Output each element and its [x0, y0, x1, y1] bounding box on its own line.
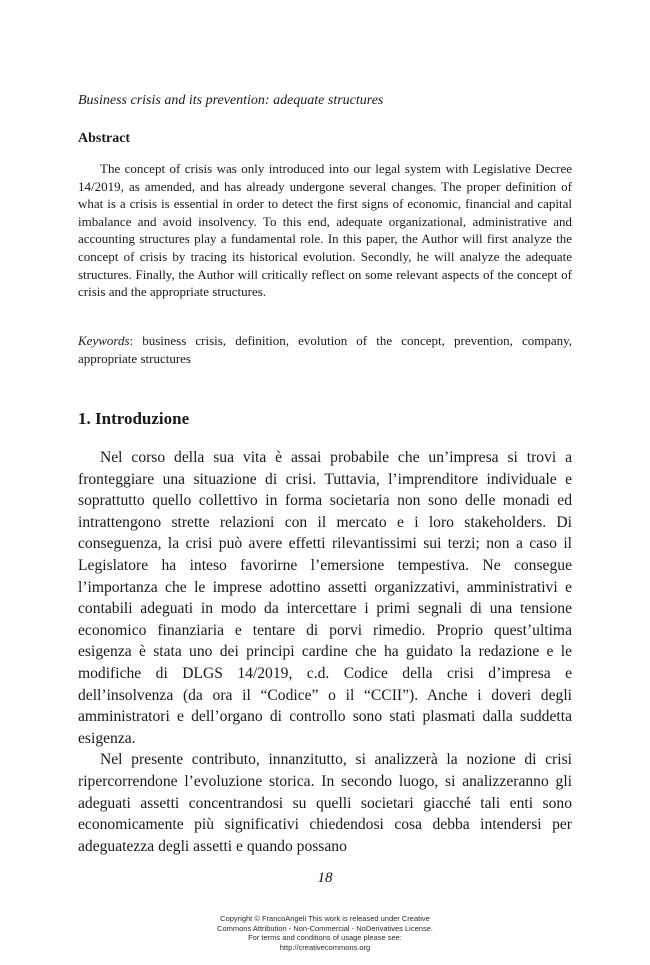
footer-line: Commons Attribution - Non-Commercial - NoDerivatives License.: [217, 923, 433, 933]
section-heading: 1. Introduzione: [78, 409, 190, 428]
section-body: [78, 447, 572, 857]
abstract-text: The concept of crisis was only introduced into our legal system with Legislative Decree 14/2019, as amended, and has already undergone several changes. The proper definition of what is a crisis is essential in order to detect the first signs of economic, financial and capital imbalance and avoid insolvency. To this end, adequate organizational, administrative and accounting structures play a fundamental role. In this paper, the Author will first analyze the concept of crisis by tracing its historical evolution. Secondly, he will analyze the adequate structures. Finally, the Author will critically reflect on some relevant aspects of the concept of crisis and the appropriate structures.: [78, 161, 572, 300]
copyright-footer: [0, 914, 650, 952]
footer-line: For terms and conditions of usage please see:: [248, 933, 402, 943]
footer-line: Copyright © FrancoAngeli This work is released under Creative: [220, 914, 430, 923]
body-paragraph: Nel presente contributo, innanzitutto, si analizzerà la nozione di crisi ripercorrendone l’evoluzione storica. In secondo luogo, si analizzeranno gli adeguati assetti concentrandosi su quelli societari giacché tali enti sono economicamente più significativi chiedendosi cosa debba intendersi per adeguatezza degli assetti e quando possano: [78, 751, 572, 855]
keywords-text: : business crisis, definition, evolution of the concept, prevention, company, appropriate structures: [78, 333, 572, 366]
english-title: Business crisis and its prevention: adequate structures: [78, 93, 384, 108]
page-number: 18: [317, 870, 333, 886]
keywords: [78, 332, 572, 367]
keywords-label: Keywords: [78, 333, 130, 348]
abstract-heading: Abstract: [78, 131, 131, 146]
footer-link[interactable]: http://creativecommons.org: [279, 942, 371, 952]
body-paragraph: Nel corso della sua vita è assai probabile che un’impresa si trovi a fronteggiare una situazione di crisi. Tuttavia, l’imprenditore individuale e soprattutto quello collettivo in forma societaria non sono delle monadi ed intrattengono strette relazioni con il mercato e i loro stakeholders. Di conseguenza, la crisi può avere effetti rilevantissimi sui terzi; non a caso il Legislatore ha inteso favorirne l’emersione tempestiva. Ne consegue l’importanza che le imprese adottino assetti organizzativi, amministrativi e contabili adeguati in modo da intercettare i primi segnali di una tensione economico finanziaria e tentare di porvi rimedio. Proprio quest’ultima esigenza è stata uno dei principi cardine che ha guidato la redazione e le modifiche di DLGS 14/2019, c.d. Codice della crisi d’impresa e dell’insolvenza (da ora il “Codice” o il “CCII”). Anche i doveri degli amministratori e dell’organo di controllo sono stati plasmati dalla suddetta esigenza.: [78, 449, 572, 747]
